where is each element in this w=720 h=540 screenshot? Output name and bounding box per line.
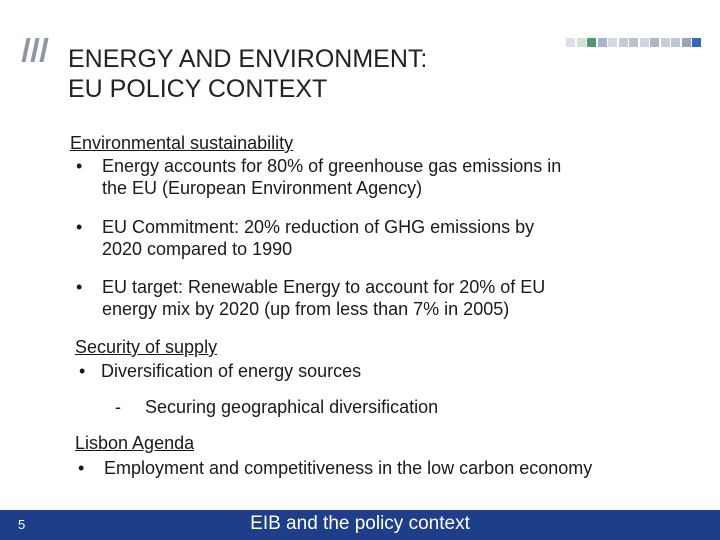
decorative-square [671, 38, 680, 47]
bullet-marker: • [76, 277, 83, 297]
section-heading-lisbon: Lisbon Agenda [75, 433, 195, 453]
bullet-marker: • [76, 217, 83, 237]
footer-bar [0, 510, 720, 540]
bullet-item [76, 216, 676, 260]
bullet-marker: • [78, 458, 85, 478]
decorative-square [566, 38, 575, 47]
bullet-line: Energy accounts for 80% of greenhouse gas emissions in [102, 156, 562, 176]
dash-marker: - [115, 397, 121, 417]
decorative-square [650, 38, 659, 47]
sub-bullet-text: Securing geographical diversification [145, 397, 439, 417]
bullet-line: EU Commitment: 20% reduction of GHG emissions by [102, 217, 535, 237]
section-heading-environmental: Environmental sustainability [70, 133, 294, 153]
bullet-item [76, 276, 676, 320]
footer-title: EIB and the policy context [250, 513, 470, 534]
bullet-text [102, 155, 561, 199]
slide-title-line-1: ENERGY AND ENVIRONMENT: [68, 45, 428, 73]
bullet-line: 2020 compared to 1990 [102, 239, 293, 259]
bullet-text: Employment and competitiveness in the low carbon economy [104, 458, 593, 478]
slide-title-line-2: EU POLICY CONTEXT [68, 75, 328, 103]
bullet-text [102, 276, 545, 320]
bullet-text [102, 216, 534, 260]
slide-title [68, 44, 427, 104]
decorative-square [598, 38, 607, 47]
bullet-line: the EU (European Environment Agency) [102, 178, 423, 198]
sub-bullet-item [115, 396, 675, 418]
decorative-square [608, 38, 617, 47]
decorative-square [640, 38, 649, 47]
page-number: 5 [18, 517, 26, 532]
bullet-item [79, 360, 679, 382]
decorative-square [661, 38, 670, 47]
decorative-square [692, 38, 701, 47]
bullet-item [76, 155, 676, 199]
decorative-square [577, 38, 586, 47]
decorative-square [682, 38, 691, 47]
bullet-line: energy mix by 2020 (up from less than 7% in 2005) [102, 299, 510, 319]
bullet-text: Diversification of energy sources [101, 361, 362, 381]
decorative-square [629, 38, 638, 47]
bullet-line: EU target: Renewable Energy to account for 20% of EU [102, 277, 546, 297]
bullet-marker: • [79, 361, 86, 381]
eib-logo-icon [22, 38, 48, 62]
bullet-item [78, 457, 698, 479]
bullet-marker: • [76, 156, 83, 176]
decorative-square [619, 38, 628, 47]
section-heading-security: Security of supply [75, 337, 218, 357]
decorative-square [587, 38, 596, 47]
